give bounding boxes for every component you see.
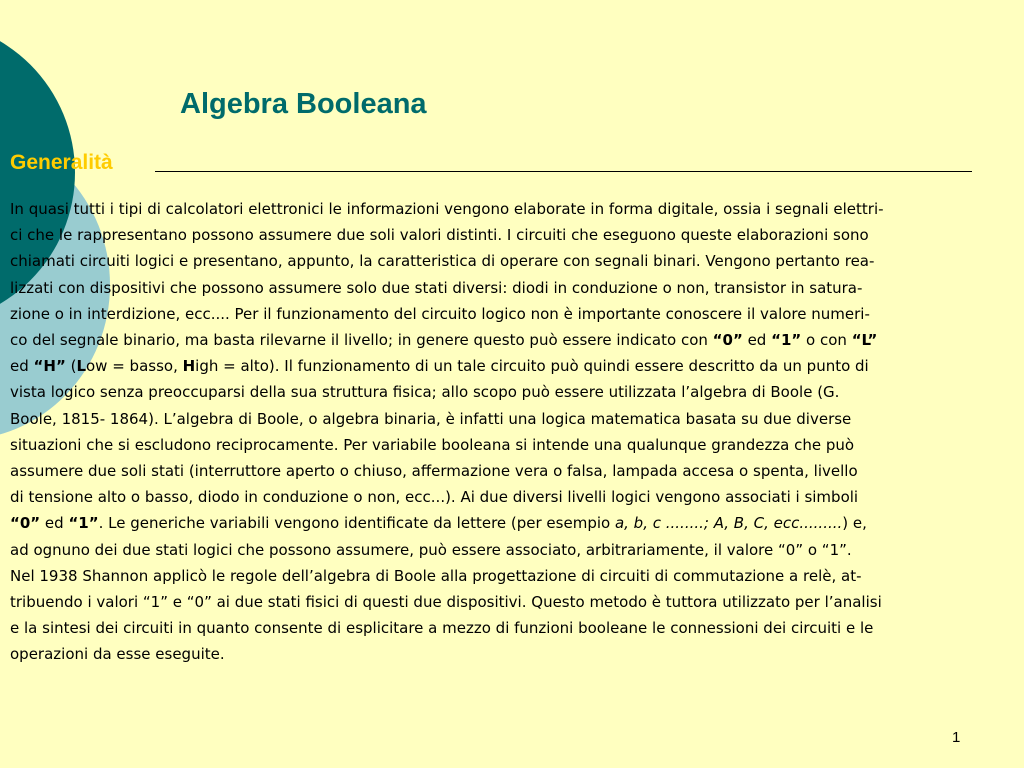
text-line xyxy=(10,379,1014,405)
text-line xyxy=(10,275,1014,301)
text-run: Boole, 1815- 1864). L’algebra di Boole, o algebra binaria, è infatti una logica matematica basata su due diverse xyxy=(10,409,852,428)
text-run: ed xyxy=(40,514,69,533)
text-line xyxy=(10,537,1014,563)
bold-run: “1” xyxy=(68,514,99,533)
text-run: ad ognuno dei due stati logici che possono assumere, può essere associato, arbitrariamente, il valore “0” o “1”. xyxy=(10,540,852,559)
text-run: Nel 1938 Shannon applicò le regole dell’algebra di Boole alla progettazione di circuiti di commutazione a relè, at- xyxy=(10,566,862,585)
bold-run: “H” xyxy=(33,357,66,376)
text-run: ed xyxy=(10,357,34,376)
bold-run: H xyxy=(182,357,196,376)
body-text xyxy=(10,196,1014,668)
text-run: igh = alto). Il funzionamento di un tale circuito può quindi essere descritto da un punto di xyxy=(195,357,869,376)
italic-run: a, b, c ........; A, B, C, ecc......... xyxy=(614,514,843,533)
text-run: vista logico senza preoccuparsi della sua struttura fisica; allo scopo può essere utilizzata l’algebra di Boole (G. xyxy=(10,383,840,402)
text-run: di tensione alto o basso, diodo in conduzione o non, ecc...). Ai due diversi livelli logici vengono associati i simboli xyxy=(10,488,859,507)
text-run: ) e, xyxy=(842,514,867,533)
text-run: In quasi tutti i tipi di calcolatori elettronici le informazioni vengono elaborate in forma digitale, ossia i segnali elettri- xyxy=(10,200,884,218)
text-line xyxy=(10,641,1014,667)
text-run: situazioni che si escludono reciprocamente. Per variabile booleana si intende una qualunque grandezza che può xyxy=(10,435,855,454)
text-run: lizzati con dispositivi che possono assumere solo due stati diversi: diodi in conduzione o non, transistor in satura- xyxy=(10,278,863,297)
text-line xyxy=(10,196,1014,222)
text-line xyxy=(10,615,1014,641)
text-run: . Le generiche variabili vengono identificate da lettere (per esempio xyxy=(98,514,615,533)
text-line xyxy=(10,484,1014,510)
text-line xyxy=(10,222,1014,248)
text-run: tribuendo i valori “1” e “0” ai due stati fisici di questi due dispositivi. Questo metodo è tuttora utilizzato per l’analisi xyxy=(10,593,882,612)
page-number: 1 xyxy=(952,729,961,746)
text-run: zione o in interdizione, ecc.... Per il funzionamento del circuito logico non è importante conoscere il valore numeri- xyxy=(10,304,870,323)
bold-run: “0” xyxy=(712,331,743,350)
bold-run: “0” xyxy=(10,514,41,533)
bold-run: L xyxy=(76,357,86,376)
text-line xyxy=(10,327,1014,353)
text-run: ( xyxy=(65,357,77,376)
bold-run: “1” xyxy=(771,331,802,350)
text-run: assumere due soli stati (interruttore aperto o chiuso, affermazione vera o falsa, lampada accesa o spenta, livello xyxy=(10,462,858,481)
text-line xyxy=(10,248,1014,274)
text-line xyxy=(10,406,1014,432)
text-line xyxy=(10,589,1014,615)
text-run: ci che le rappresentano possono assumere due soli valori distinti. I circuiti che eseguono queste elaborazioni sono xyxy=(10,226,869,245)
text-line xyxy=(10,510,1014,536)
text-run: operazioni da esse eseguite. xyxy=(10,645,225,664)
text-line xyxy=(10,563,1014,589)
text-run: e la sintesi dei circuiti in quanto consente di esplicitare a mezzo di funzioni booleane le connessioni dei circuiti e le xyxy=(10,619,874,638)
bold-run: “L” xyxy=(851,331,878,350)
section-heading: Generalità xyxy=(10,151,113,174)
text-run: o con xyxy=(801,331,852,350)
text-line xyxy=(10,458,1014,484)
text-line xyxy=(10,432,1014,458)
text-line xyxy=(10,353,1014,379)
text-line xyxy=(10,301,1014,327)
heading-rule xyxy=(155,171,972,172)
slide-title: Algebra Booleana xyxy=(180,88,427,120)
text-run: ow = basso, xyxy=(86,357,183,376)
text-run: chiamati circuiti logici e presentano, appunto, la caratteristica di operare con segnali binari. Vengono pertanto rea- xyxy=(10,252,875,271)
text-run: ed xyxy=(742,331,772,350)
text-run: co del segnale binario, ma basta rilevarne il livello; in genere questo può essere indicato con xyxy=(10,331,713,350)
